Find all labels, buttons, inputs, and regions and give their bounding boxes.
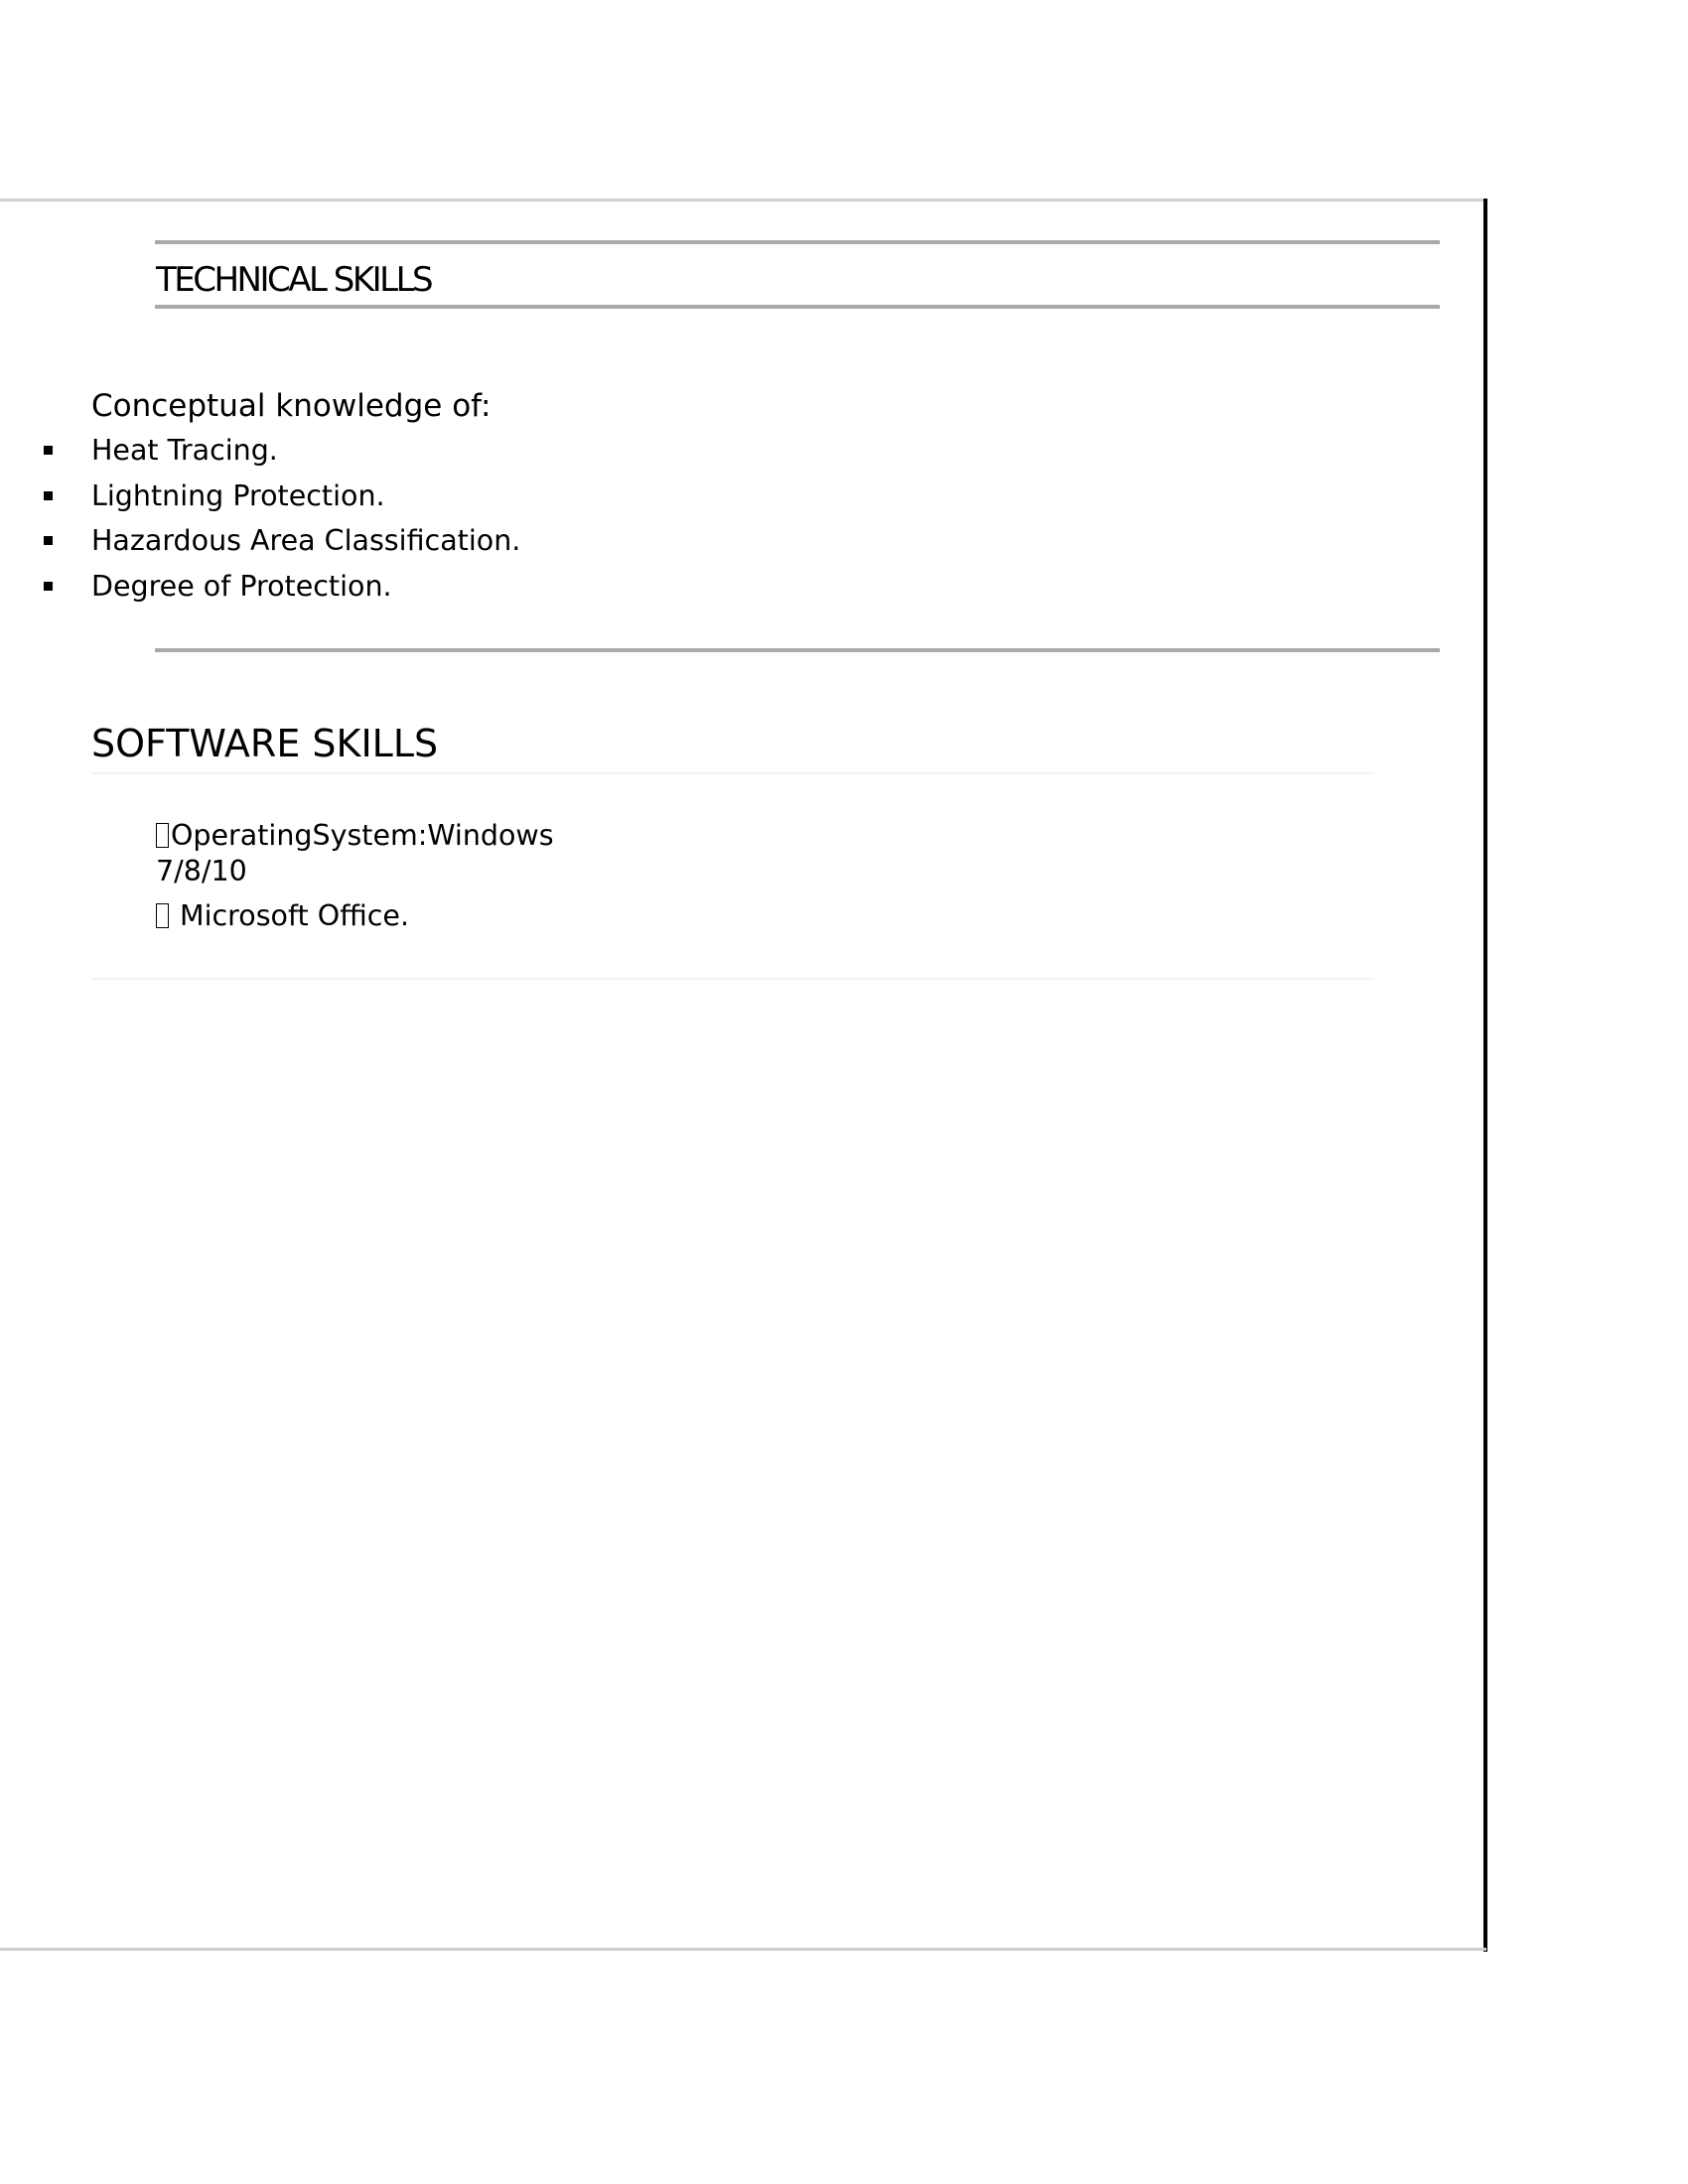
square-bullet-icon <box>44 491 53 500</box>
missing-glyph-box-icon <box>156 823 169 848</box>
missing-glyph-box-icon <box>156 903 169 928</box>
software-skill-text: Microsoft Office. <box>180 899 410 932</box>
conceptual-knowledge-intro: Conceptual knowledge of: <box>91 388 492 424</box>
technical-skills-heading-underline <box>155 305 1440 309</box>
skill-item-text: Lightning Protection. <box>91 478 385 512</box>
skill-item-text: Heat Tracing. <box>91 434 278 467</box>
square-bullet-icon <box>44 446 53 455</box>
technical-skills-heading: TECHNICAL SKILLS <box>156 260 432 300</box>
square-bullet-icon <box>44 582 53 591</box>
software-skill-text: OperatingSystem:Windows7/8/10 <box>156 819 554 887</box>
page-frame-right-border <box>1483 199 1487 1952</box>
software-skill-item <box>156 898 409 934</box>
skill-item-text: Hazardous Area Classification. <box>91 524 521 557</box>
page-frame-top-border <box>0 199 1486 202</box>
page-frame-bottom-border <box>0 1948 1486 1951</box>
software-skill-item <box>156 818 573 889</box>
software-skills-bottom-rule <box>91 978 1374 980</box>
technical-skills-top-rule <box>155 240 1440 244</box>
section-divider-rule <box>155 648 1440 652</box>
square-bullet-icon <box>44 536 53 545</box>
software-skills-heading-underline <box>91 772 1374 774</box>
skill-item-text: Degree of Protection. <box>91 569 392 603</box>
software-skills-heading: SOFTWARE SKILLS <box>91 722 439 765</box>
